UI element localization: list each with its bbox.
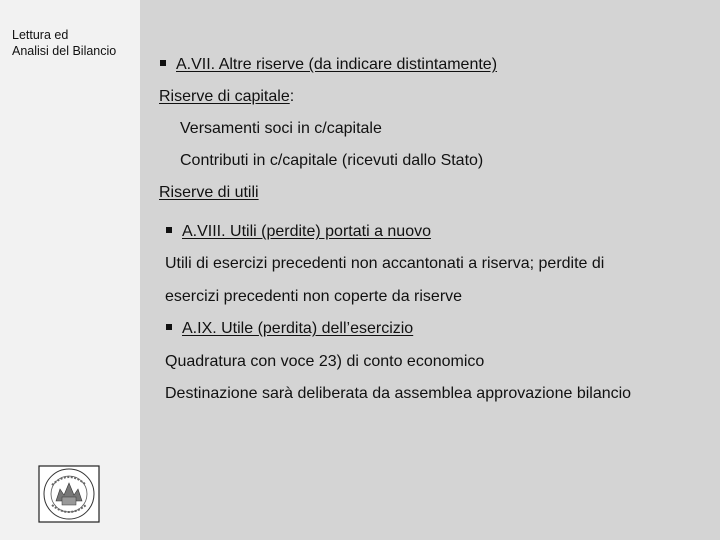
heading-a8 bbox=[166, 222, 431, 242]
heading-a9 bbox=[166, 319, 413, 339]
contributi-line: Contributi in c/capitale (ricevuti dallo Stato) bbox=[180, 152, 484, 169]
university-seal-icon bbox=[38, 465, 100, 523]
heading-a9-text: A.IX. Utile (perdita) dell’esercizio bbox=[182, 320, 414, 337]
bullet-square-icon bbox=[166, 227, 172, 233]
heading-a7 bbox=[160, 55, 497, 75]
riserve-capitale-label: Riserve di capitale bbox=[159, 88, 290, 105]
sidebar-title-line1: Lettura ed bbox=[12, 28, 69, 42]
bullet-square-icon bbox=[166, 324, 172, 330]
a8-description-line2: esercizi precedenti non coperte da riserve bbox=[165, 288, 463, 305]
sidebar-title bbox=[12, 27, 116, 59]
sidebar-title-line2: Analisi del Bilancio bbox=[12, 44, 117, 58]
riserve-utili-label: Riserve di utili bbox=[159, 184, 259, 201]
heading-a8-text: A.VIII. Utili (perdite) portati a nuovo bbox=[182, 223, 431, 240]
riserve-capitale bbox=[159, 87, 294, 107]
quadratura-line: Quadratura con voce 23) di conto economico bbox=[165, 353, 485, 370]
heading-a7-text: A.VII. Altre riserve (da indicare distintamente) bbox=[176, 56, 498, 73]
a8-description-line1: Utili di esercizi precedenti non accantonati a riserva; perdite di bbox=[165, 255, 605, 272]
riserve-capitale-colon: : bbox=[289, 88, 295, 105]
destinazione-line: Destinazione sarà deliberata da assemblea approvazione bilancio bbox=[165, 385, 632, 402]
versamenti-line: Versamenti soci in c/capitale bbox=[180, 120, 382, 137]
sidebar bbox=[0, 0, 140, 540]
bullet-square-icon bbox=[160, 60, 166, 66]
slide-content bbox=[140, 0, 720, 540]
